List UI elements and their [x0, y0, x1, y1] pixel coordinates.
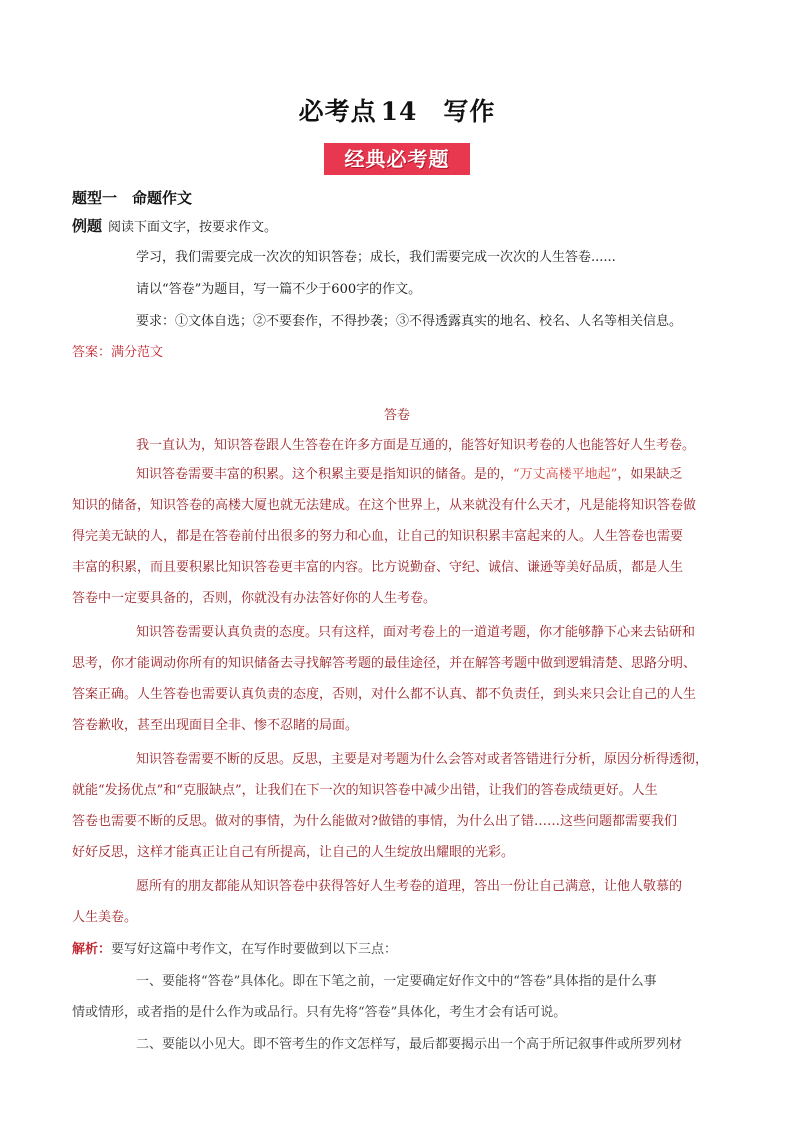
example-material: 学习，我们需要完成一次次的知识答卷；成长，我们需要完成一次次的人生答卷......	[136, 250, 616, 265]
classic-exam-badge: 经典必考题	[324, 143, 470, 175]
essay-line	[136, 465, 682, 485]
essay-line: 答卷中一定要具备的，否则，你就没有办法答好你的人生考卷。	[72, 591, 437, 606]
answer-label: 答案：满分范文	[72, 345, 164, 360]
essay-line: 人生美卷。	[72, 910, 138, 925]
title-prefix: 必考点	[298, 97, 377, 126]
essay-line: 答案正确。人生答卷也需要认真负责的态度，否则，对什么都不认真、都不负责任，到头来只会让自己的人生	[72, 687, 697, 702]
essay-line: 就能“发扬优点”和“克服缺点”，让我们在下一次的知识答卷中减少出错，让我们的答卷成绩更好。人生	[72, 783, 658, 798]
essay-line: 知识的储备，知识答卷的高楼大厦也就无法建成。在这个世界上，从来就没有什么天才，凡是能将知识答卷做	[72, 498, 697, 513]
title-number: 14	[380, 97, 418, 126]
essay-line: 思考，你才能调动你所有的知识储备去寻找解答考题的最佳途径，并在解答考题中做到逻辑清楚、思路分明、	[72, 656, 697, 671]
essay-line: 丰富的积累，而且要积累比知识答卷更丰富的内容。比方说勤奋、守纪、诚信、谦逊等美好品质，都是人生	[72, 560, 684, 575]
essay-line: 愿所有的朋友都能从知识答卷中获得答好人生考卷的道理，答出一份让自己满意，让他人敬慕的	[136, 879, 683, 894]
page-title	[0, 92, 794, 128]
example-label: 例题	[72, 217, 103, 235]
analysis-label: 解析：	[72, 942, 112, 957]
analysis-intro: 要写好这篇中考作文，在写作时要做到以下三点：	[111, 942, 398, 957]
essay-line: 答卷也需要不断的反思。做对的事情，为什么能做对?做错的事情，为什么出了错……这些问题都需要我们	[72, 814, 677, 829]
example-prompt-line	[72, 216, 277, 238]
essay-line: 好好反思，这样才能真正让自己有所提高，让自己的人生绽放出耀眼的光彩。	[72, 845, 515, 860]
question-type-heading: 题型一 命题作文	[72, 189, 193, 207]
example-prompt: 阅读下面文字，按要求作文。	[108, 220, 278, 235]
analysis-line: 二、要能以小见大。即不管考生的作文怎样写，最后都要揭示出一个高于所记叙事件或所罗列材	[136, 1037, 683, 1052]
essay-line: 得完美无缺的人，都是在答卷前付出很多的努力和心血，让自己的知识积累丰富起来的人。人生答卷也需要	[72, 529, 684, 544]
analysis-line: 一、要能将“答卷”具体化。即在下笔之前，一定要确定好作文中的“答卷”具体指的是什么事	[136, 974, 657, 989]
essay-title: 答卷	[383, 408, 410, 423]
essay-line: 答卷歉收，甚至出现面目全非、惨不忍睹的局面。	[72, 718, 359, 733]
title-text: 写作	[443, 97, 496, 126]
essay-text: 知识答卷需要丰富的积累。这个积累主要是指知识的储备。是的，	[136, 467, 514, 482]
essay-text: ，如果缺乏	[617, 467, 683, 482]
analysis-intro-line	[72, 940, 397, 960]
example-instruction: 请以“答卷”为题目，写一篇不少于600字的作文。	[136, 282, 422, 297]
essay-line: 我一直认为，知识答卷跟人生答卷在许多方面是互通的，能答好知识考卷的人也能答好人生考卷。	[136, 438, 696, 453]
example-requirements: 要求：①文体自选；②不要套作，不得抄袭；③不得透露真实的地名、校名、人名等相关信息。	[136, 314, 683, 329]
analysis-line: 情或情形，或者指的是什么作为或品行。只有先将“答卷”具体化，考生才会有话可说。	[72, 1005, 567, 1020]
essay-line: 知识答卷需要认真负责的态度。只有这样，面对考卷上的一道道考题，你才能够静下心来去钻研和	[136, 625, 696, 640]
essay-highlight: “万丈高楼平地起”	[513, 467, 618, 482]
essay-line: 知识答卷需要不断的反思。反思，主要是对考题为什么会答对或者答错进行分析，原因分析得透彻，	[136, 752, 709, 767]
